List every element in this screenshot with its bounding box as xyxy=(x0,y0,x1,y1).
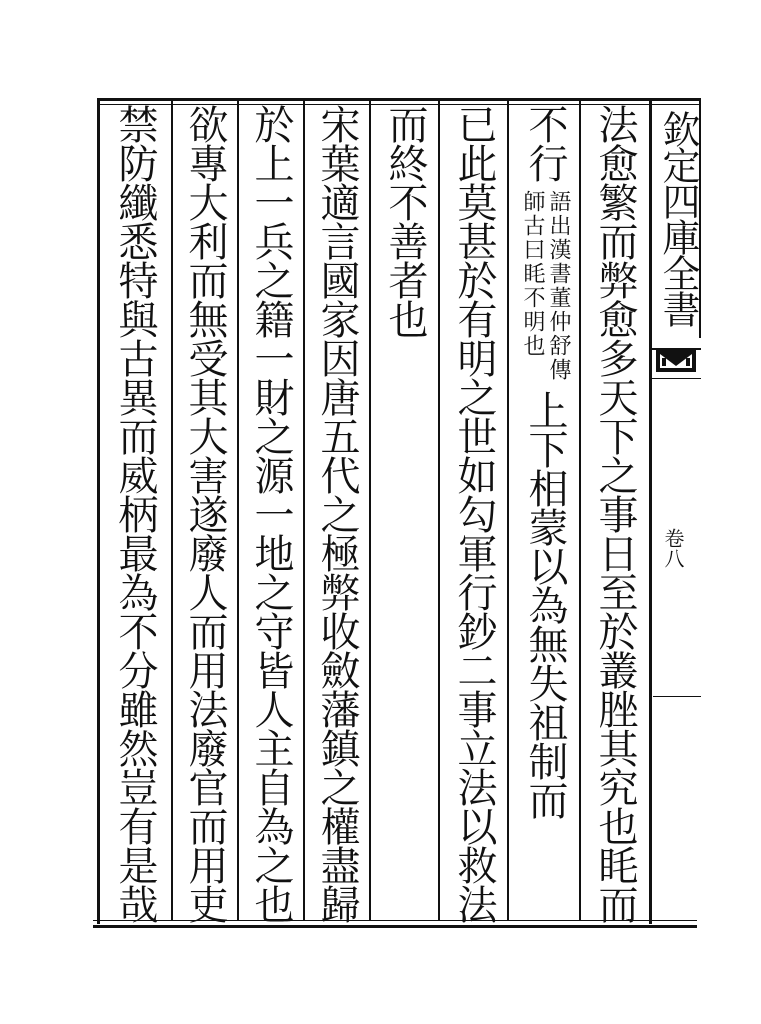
column-divider xyxy=(303,98,305,920)
column-text: 禁防纖悉特與古異而威柄最為不分雖然豈有是哉 xyxy=(112,104,158,923)
column-text: 法愈繁而弊愈多天下之事日至於叢脞其究也眊而 xyxy=(592,104,638,923)
text-column-2 xyxy=(515,98,575,928)
column-divider xyxy=(237,98,239,920)
margin-rule xyxy=(653,696,701,697)
column-divider xyxy=(171,98,173,920)
interlinear-annotation xyxy=(521,182,569,390)
fishtail-mark-icon xyxy=(651,348,701,374)
column-text: 而終不善者也 xyxy=(382,104,428,338)
column-text: 不行 xyxy=(522,104,568,182)
text-frame xyxy=(97,98,651,928)
text-column-4 xyxy=(375,98,435,928)
column-text: 於上一兵之籍一財之源一地之守皆人主自為之也 xyxy=(248,104,294,923)
margin-rule xyxy=(651,348,701,350)
volume-label: 卷八 xyxy=(661,528,685,568)
column-divider xyxy=(507,98,509,920)
series-title: 欽定四庫全書 xyxy=(656,110,700,326)
column-divider xyxy=(579,98,581,920)
column-divider xyxy=(369,98,371,920)
column-divider xyxy=(438,98,440,920)
annotation-line: 語出漢書董仲舒傳 xyxy=(546,190,571,382)
column-text: 宋葉適言國家因唐五代之極弊收斂藩鎮之權盡歸 xyxy=(314,104,360,923)
margin-rule xyxy=(651,378,701,379)
text-column-7 xyxy=(175,98,235,928)
annotation-line: 師古曰眊不明也 xyxy=(520,190,545,358)
text-column-6 xyxy=(241,98,301,928)
text-column-1 xyxy=(585,98,645,928)
text-column-5 xyxy=(307,98,367,928)
page-margin xyxy=(651,98,701,928)
column-text: 已此莫甚於有明之世如勾軍行鈔二事立法以救法 xyxy=(451,104,497,923)
text-column-8 xyxy=(105,98,165,928)
text-column-3 xyxy=(444,98,504,928)
column-divider xyxy=(97,98,100,924)
column-text-continued: 上下相蒙以為無失祖制而 xyxy=(522,390,568,819)
column-text: 欲專大利而無受其大害遂廢人而用法廢官而用吏 xyxy=(182,104,228,923)
